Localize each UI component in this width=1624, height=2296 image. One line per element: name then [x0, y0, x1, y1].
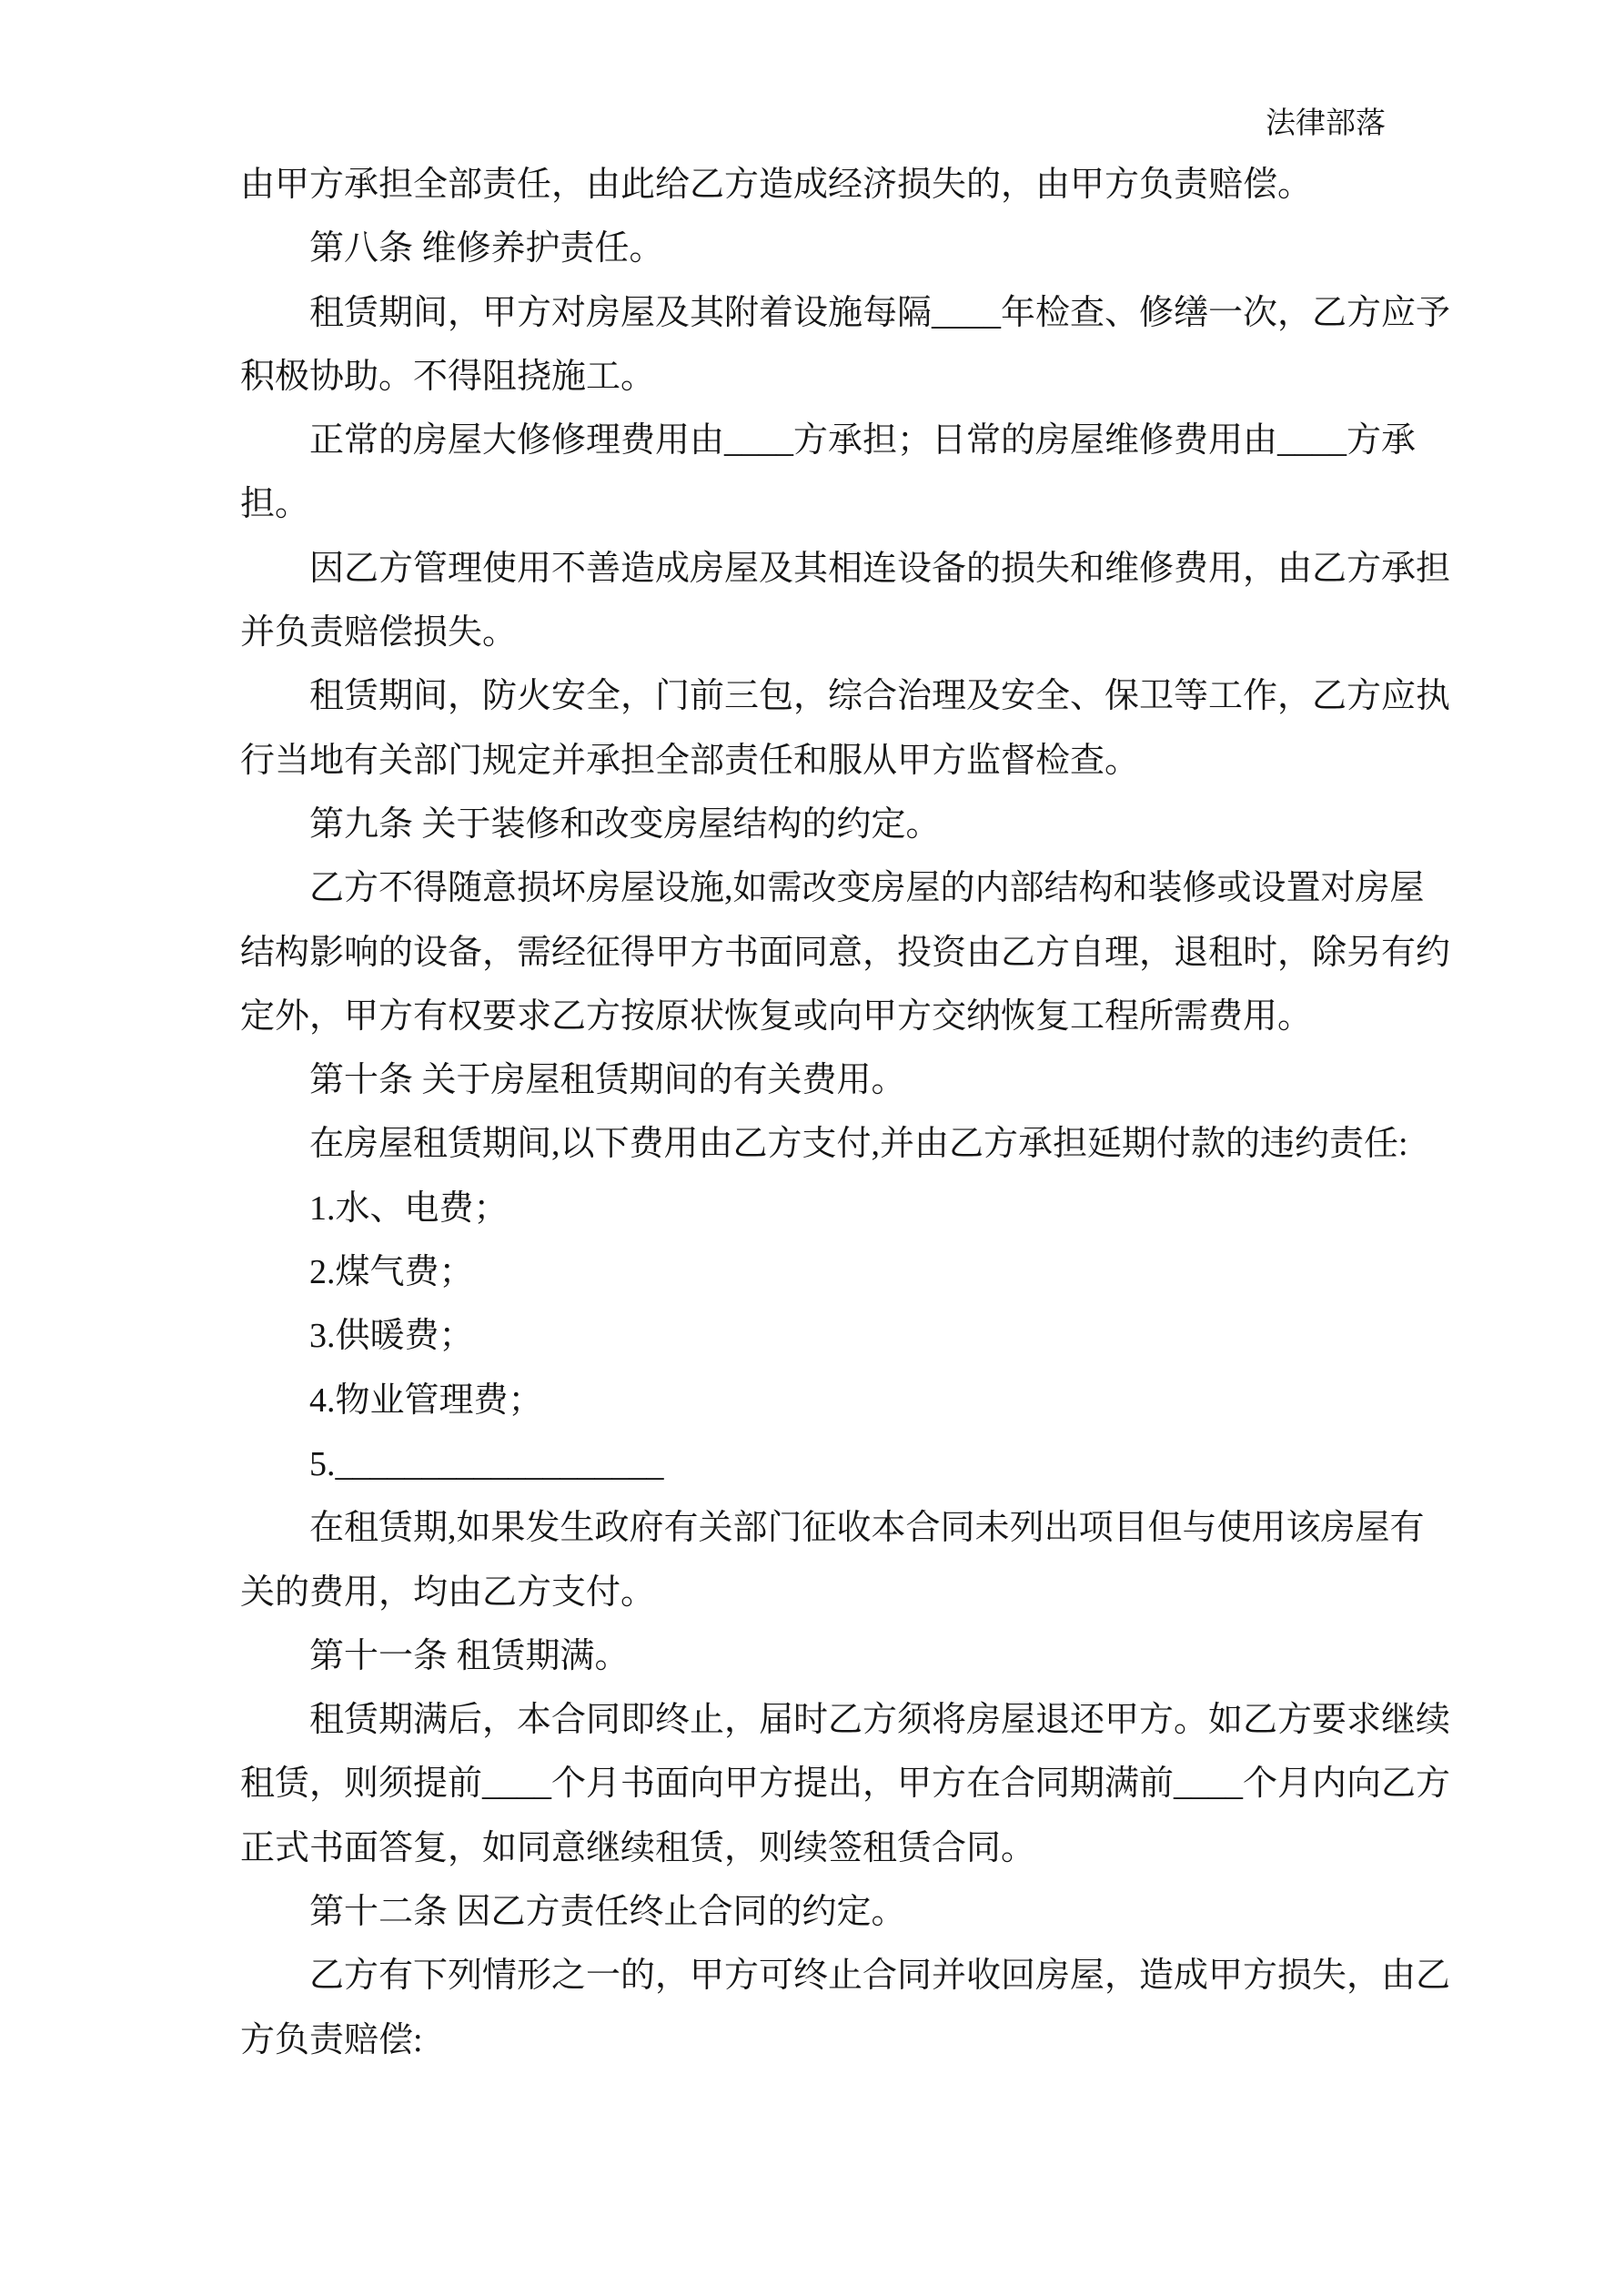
- contract-text-line: 正式书面答复，如同意继续租赁，则续签租赁合同。: [240, 1828, 1036, 1867]
- fee-list-item-line: 1.水、电费；: [309, 1188, 509, 1228]
- contract-text-line: 关的费用，均由乙方支付。: [240, 1573, 656, 1612]
- site-watermark: 法律部落: [1266, 107, 1386, 140]
- contract-text-line: 结构影响的设备，需经征得甲方书面同意，投资由乙方自理，退租时，除另有约: [240, 933, 1451, 972]
- clause-heading-line: 第十条 关于房屋租赁期间的有关费用。: [309, 1061, 906, 1100]
- contract-text-line: 租赁期满后，本合同即终止，届时乙方须将房屋退还甲方。如乙方要求继续: [309, 1701, 1451, 1740]
- clause-heading-line: 第九条 关于装修和改变房屋结构的约定。: [309, 804, 941, 844]
- fee-list-item-line: 2.煤气费；: [309, 1253, 474, 1292]
- contract-text-line: 定外，甲方有权要求乙方按原状恢复或向甲方交纳恢复工程所需费用。: [240, 996, 1313, 1036]
- contract-text-line: 租赁，则须提前____个月书面向甲方提出，甲方在合同期满前____个月内向乙方: [240, 1765, 1451, 1804]
- fee-list-item-line: 5.___________________: [309, 1444, 664, 1483]
- contract-text-line: 乙方有下列情形之一的，甲方可终止合同并收回房屋，造成甲方损失，由乙: [309, 1957, 1451, 1996]
- contract-text-line: 租赁期间，防火安全，门前三包，综合治理及安全、保卫等工作，乙方应执: [309, 677, 1451, 716]
- contract-text-line: 租赁期间，甲方对房屋及其附着设施每隔____年检查、修缮一次，乙方应予: [309, 293, 1451, 332]
- contract-text-line: 正常的房屋大修修理费用由____方承担；日常的房屋维修费用由____方承: [309, 421, 1417, 460]
- contract-body: [240, 153, 1451, 2072]
- contract-text-line: 积极协助。不得阻挠施工。: [240, 357, 656, 396]
- contract-text-line: 行当地有关部门规定并承担全部责任和服从甲方监督检查。: [240, 741, 1140, 780]
- fee-list-item-line: 4.物业管理费；: [309, 1381, 543, 1420]
- clause-heading-line: 第八条 维修养护责任。: [309, 229, 664, 268]
- contract-text-line: 并负责赔偿损失。: [240, 613, 518, 652]
- contract-text-line: 方负责赔偿:: [240, 2020, 423, 2059]
- contract-text-line: 在房屋租赁期间,以下费用由乙方支付,并由乙方承担延期付款的违约责任:: [309, 1125, 1408, 1164]
- clause-heading-line: 第十一条 租赁期满。: [309, 1636, 630, 1675]
- contract-text-line: 在租赁期,如果发生政府有关部门征收本合同未列出项目但与使用该房屋有: [309, 1509, 1425, 1548]
- fee-list-item-line: 3.供暖费；: [309, 1317, 474, 1356]
- clause-heading-line: 第十二条 因乙方责任终止合同的约定。: [309, 1893, 906, 1932]
- contract-text-line: 担。: [240, 485, 310, 524]
- contract-text-line: 因乙方管理使用不善造成房屋及其相连设备的损失和维修费用，由乙方承担: [309, 549, 1451, 588]
- contract-text-line: 由甲方承担全部责任，由此给乙方造成经济损失的，由甲方负责赔偿。: [240, 166, 1313, 204]
- contract-text-line: 乙方不得随意损坏房屋设施,如需改变房屋的内部结构和装修或设置对房屋: [309, 869, 1425, 908]
